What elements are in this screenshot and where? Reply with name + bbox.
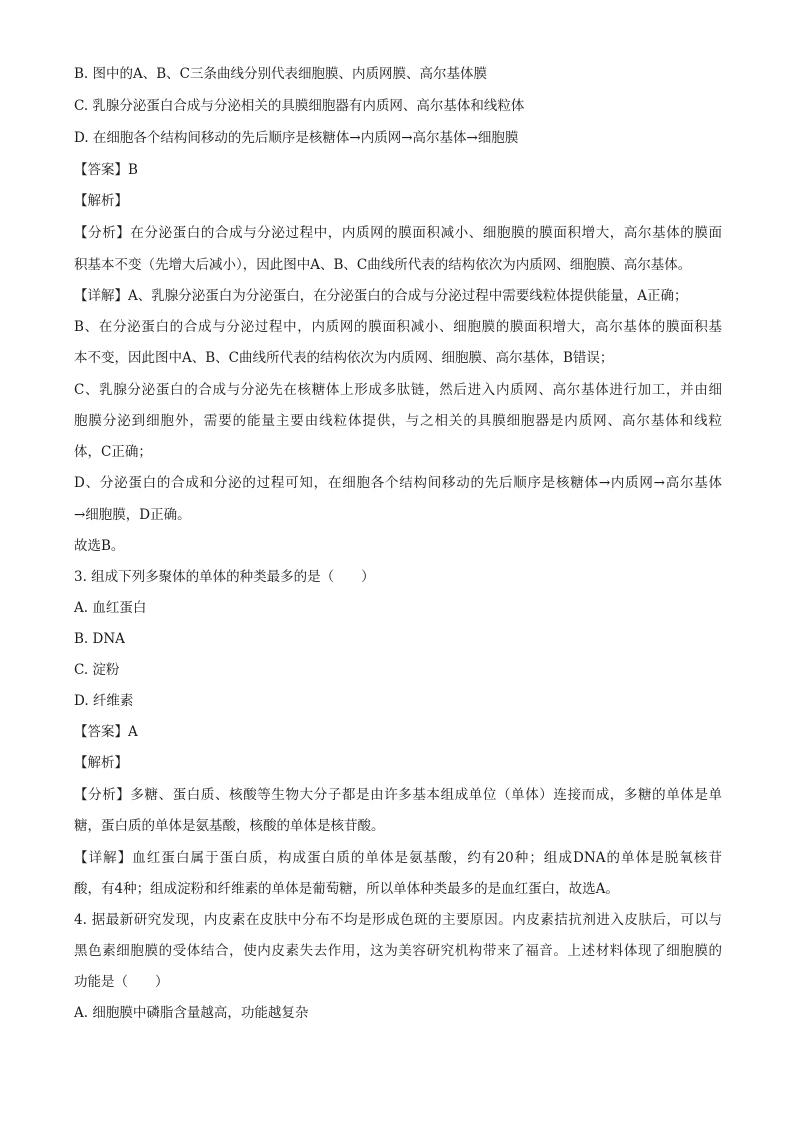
q2-answer: 【答案】B — [74, 162, 138, 178]
q2-xiangjie-line-1: 【详解】A、乳腺分泌蛋白为分泌蛋白，在分泌蛋白的合成与分泌过程中需要线粒体提供能量，A正确； — [74, 288, 688, 304]
q3-option-c: C. 淀粉 — [74, 662, 120, 678]
q3-stem: 3. 组成下列多聚体的单体的种类最多的是（ ） — [74, 569, 375, 585]
q4-stem-line-2: 黑色素细胞膜的受体结合，使内皮素失去作用，这为美容研究机构带来了福音。上述材料体现了细胞膜的 — [74, 943, 722, 959]
q4-option-a: A. 细胞膜中磷脂含量越高，功能越复杂 — [74, 1005, 309, 1021]
q2-option-c: C. 乳腺分泌蛋白合成与分泌相关的具膜细胞器有内质网、高尔基体和线粒体 — [74, 98, 525, 114]
q2-xiangjie-line-4: C、乳腺分泌蛋白的合成与分泌先在核糖体上形成多肽链，然后进入内质网、高尔基体进行加工，并由细 — [74, 382, 722, 398]
q3-option-a: A. 血红蛋白 — [74, 600, 147, 616]
q2-analysis-heading: 【解析】 — [74, 193, 128, 209]
q2-xiangjie-line-6: 体，C正确； — [74, 444, 152, 460]
q2-fenxi-line-2: 积基本不变（先增大后减小），因此图中A、B、C曲线所代表的结构依次为内质网、细胞膜、高尔基体。 — [74, 257, 692, 273]
q2-xiangjie-line-2: B、在分泌蛋白的合成与分泌过程中，内质网的膜面积减小、细胞膜的膜面积增大，高尔基体的膜面积基 — [74, 319, 722, 335]
q2-conclusion: 故选B。 — [74, 538, 125, 554]
q2-xiangjie-line-5: 胞膜分泌到细胞外，需要的能量主要由线粒体提供，与之相关的具膜细胞器是内质网、高尔基体和线粒 — [74, 413, 722, 429]
q2-xiangjie-line-7: D、分泌蛋白的合成和分泌的过程可知，在细胞各个结构间移动的先后顺序是核糖体→内质网→高尔基体 — [74, 475, 722, 491]
q2-option-d: D. 在细胞各个结构间移动的先后顺序是核糖体→内质网→高尔基体→细胞膜 — [74, 130, 519, 146]
q3-option-b: B. DNA — [74, 631, 125, 647]
q3-answer: 【答案】A — [74, 724, 138, 740]
q3-fenxi-line-2: 糖，蛋白质的单体是氨基酸，核酸的单体是核苷酸。 — [74, 818, 385, 834]
q4-stem-line-1: 4. 据最新研究发现，内皮素在皮肤中分布不均是形成色斑的主要原因。内皮素拮抗剂进入皮肤后，可以与 — [74, 912, 722, 928]
q3-xiangjie-line-1: 【详解】血红蛋白属于蛋白质，构成蛋白质的单体是氨基酸，约有20种；组成DNA的单体是脱氧核苷 — [74, 850, 722, 866]
q2-xiangjie-line-8: →细胞膜，D正确。 — [74, 507, 191, 523]
q2-fenxi-line-1: 【分析】在分泌蛋白的合成与分泌过程中，内质网的膜面积减小、细胞膜的膜面积增大，高尔基体的膜面 — [74, 225, 722, 241]
q4-stem-line-3: 功能是（ ） — [74, 974, 169, 990]
q3-xiangjie-line-2: 酸，有4种；组成淀粉和纤维素的单体是葡萄糖，所以单体种类最多的是血红蛋白，故选A。 — [74, 881, 619, 897]
q3-option-d: D. 纤维素 — [74, 693, 134, 709]
q2-xiangjie-line-3: 本不变，因此图中A、B、C曲线所代表的结构依次为内质网、细胞膜、高尔基体，B错误； — [74, 350, 614, 366]
q3-fenxi-line-1: 【分析】多糖、蛋白质、核酸等生物大分子都是由许多基本组成单位（单体）连接而成，多糖的单体是单 — [74, 787, 722, 803]
q3-analysis-heading: 【解析】 — [74, 755, 128, 771]
q2-option-b: B. 图中的A、B、C三条曲线分别代表细胞膜、内质网膜、高尔基体膜 — [74, 66, 488, 82]
